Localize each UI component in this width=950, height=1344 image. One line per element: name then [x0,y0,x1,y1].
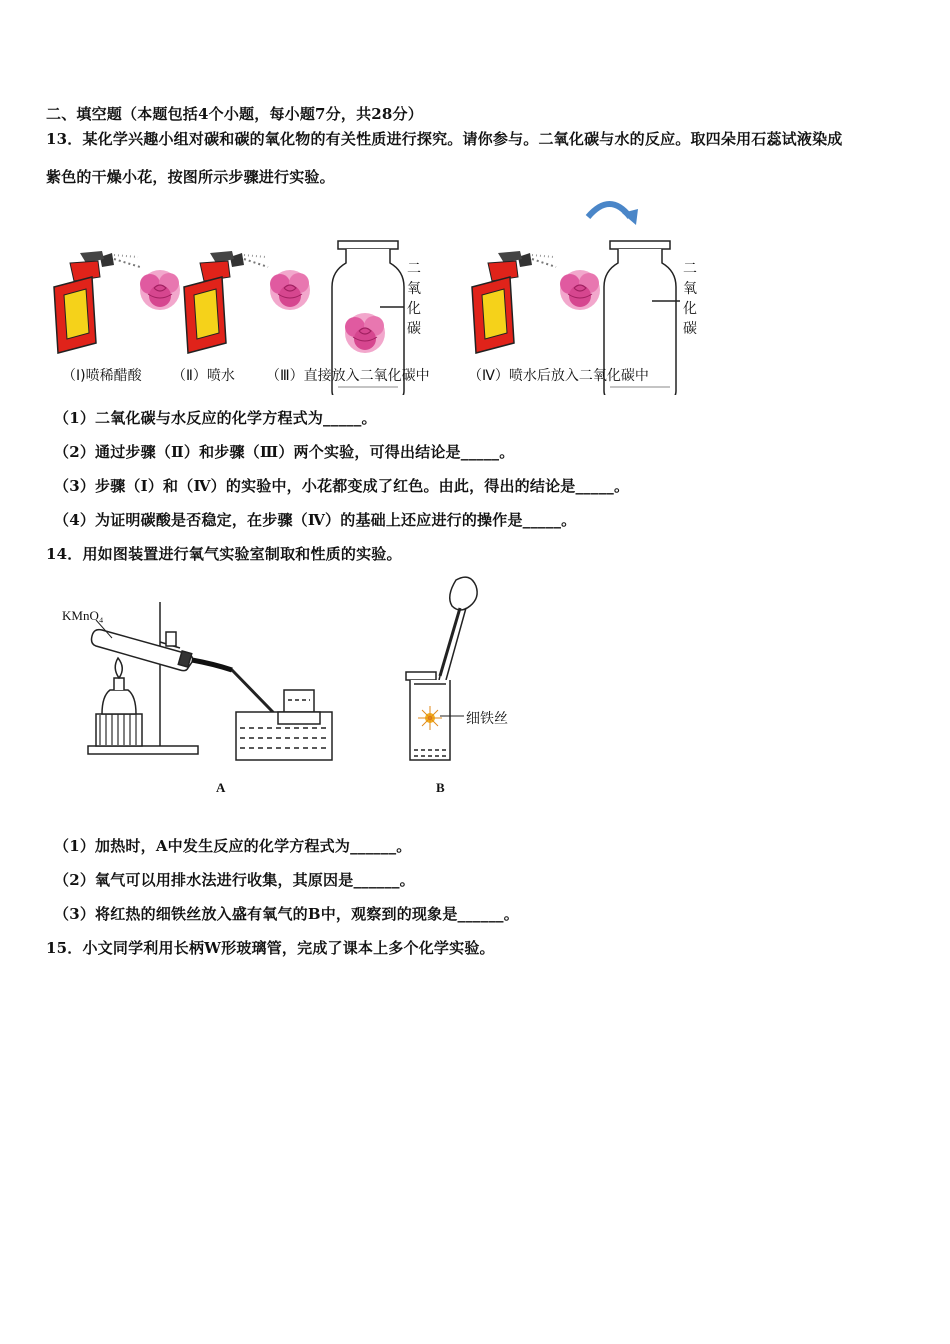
flower-icon-3 [345,313,385,353]
q14-sub-3: （3）将红热的细铁丝放入盛有氧气的B中，观察到的现象是______。 [54,905,519,923]
spray-mist-1 [114,255,140,267]
q14-stem: 14．用如图装置进行氧气实验室制取和性质的实验。 [46,545,402,563]
caption-step-2: （Ⅱ）喷水 [172,368,235,384]
sprayer-icon-2 [184,251,244,353]
label-b: B [436,780,445,795]
caption-step-4: （Ⅳ）喷水后放入二氧化碳中 [468,368,649,384]
apparatus-a [88,602,332,760]
kmno4-label: KMnO₄ [62,608,104,623]
sprayer-icon-4 [472,251,532,353]
label-a: A [216,780,226,795]
iron-wire-label: 细铁丝 [466,711,508,727]
q13-sub-3: （3）步骤（Ⅰ）和（Ⅳ）的实验中，小花都变成了红色。由此，得出的结论是_____。 [54,477,630,495]
apparatus-b [406,577,477,760]
q13-stem-line1: 13．某化学兴趣小组对碳和碳的氧化物的有关性质进行探究。请你参与。二氧化碳与水的反应。取四朵用石蕊试液染成 [46,130,843,148]
q13-sub-2: （2）通过步骤（Ⅱ）和步骤（Ⅲ）两个实验，可得出结论是_____。 [54,443,515,461]
spray-mist-4 [532,255,556,267]
q13-sub-1: （1）二氧化碳与水反应的化学方程式为_____。 [54,409,377,427]
flower-icon-2 [270,270,310,310]
spray-mist-2 [244,255,268,267]
sprayer-icon-1 [54,251,114,353]
jar-label-3: 二 氧 化 碳 [407,261,421,337]
section-heading: 二、填空题（本题包括4个小题，每小题7分，共28分） [46,105,423,123]
caption-step-3: （Ⅲ）直接放入二氧化碳中 [266,368,430,384]
jar-label-4: 二 氧 化 碳 [683,261,697,337]
q15-stem: 15．小文同学利用长柄W形玻璃管，完成了课本上多个化学实验。 [46,939,495,957]
q14-figure [56,572,536,802]
flower-icon-1 [140,270,180,310]
q13-stem-line2: 紫色的干燥小花，按图所示步骤进行实验。 [46,168,335,186]
q14-figure-drawing [56,572,536,802]
q14-sub-2: （2）氧气可以用排水法进行收集，其原因是______。 [54,871,415,889]
caption-step-1: （Ⅰ)喷稀醋酸 [62,368,142,384]
q14-sub-1: （1）加热时，A中发生反应的化学方程式为______。 [54,837,412,855]
flower-icon-4 [560,270,600,310]
q13-figure [40,195,720,395]
curved-arrow-icon [588,204,638,225]
q13-sub-4: （4）为证明碳酸是否稳定，在步骤（Ⅳ）的基础上还应进行的操作是_____。 [54,511,577,529]
